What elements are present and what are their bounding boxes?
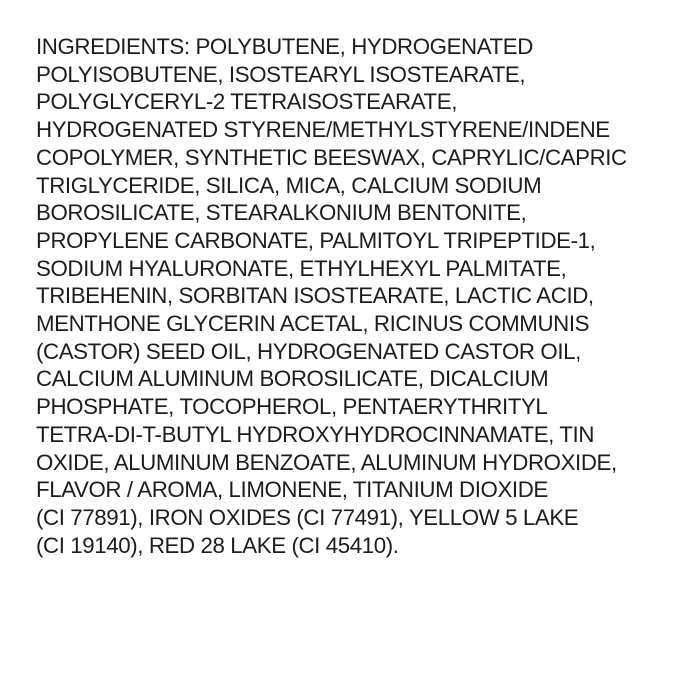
- ingredients-line: CALCIUM ALUMINUM BOROSILICATE, DICALCIUM: [36, 366, 549, 392]
- ingredients-line: POLYISOBUTENE, ISOSTEARYL ISOSTEARATE,: [36, 61, 526, 87]
- ingredients-line: POLYGLYCERYL-2 TETRAISOSTEARATE,: [36, 89, 457, 115]
- ingredients-line: (CI 77891), IRON OXIDES (CI 77491), YELLOW 5 LAKE: [36, 504, 579, 530]
- ingredients-line: PROPYLENE CARBONATE, PALMITOYL TRIPEPTIDE-1,: [36, 227, 596, 253]
- ingredients-line: COPOLYMER, SYNTHETIC BEESWAX, CAPRYLIC/CAPRIC: [36, 144, 627, 170]
- ingredients-line: OXIDE, ALUMINUM BENZOATE, ALUMINUM HYDROXIDE,: [36, 449, 617, 475]
- ingredients-line: TRIGLYCERIDE, SILICA, MICA, CALCIUM SODIUM: [36, 172, 542, 198]
- ingredients-line: BOROSILICATE, STEARALKONIUM BENTONITE,: [36, 200, 527, 226]
- ingredients-line: TRIBEHENIN, SORBITAN ISOSTEARATE, LACTIC ACID,: [36, 283, 594, 309]
- ingredients-line: SODIUM HYALURONATE, ETHYLHEXYL PALMITATE,: [36, 255, 567, 281]
- ingredients-line: HYDROGENATED STYRENE/METHYLSTYRENE/INDENE: [36, 117, 610, 143]
- ingredients-line: MENTHONE GLYCERIN ACETAL, RICINUS COMMUNIS: [36, 311, 590, 337]
- ingredients-line: (CASTOR) SEED OIL, HYDROGENATED CASTOR OIL,: [36, 338, 581, 364]
- ingredients-line: FLAVOR / AROMA, LIMONENE, TITANIUM DIOXIDE: [36, 477, 548, 503]
- ingredients-line: (CI 19140), RED 28 LAKE (CI 45410).: [36, 532, 399, 558]
- ingredients-label: [36, 33, 651, 559]
- ingredients-line: INGREDIENTS: POLYBUTENE, HYDROGENATED: [36, 34, 533, 59]
- ingredients-line: PHOSPHATE, TOCOPHEROL, PENTAERYTHRITYL: [36, 394, 548, 420]
- ingredients-line: TETRA-DI-T-BUTYL HYDROXYHYDROCINNAMATE, TIN: [36, 421, 595, 447]
